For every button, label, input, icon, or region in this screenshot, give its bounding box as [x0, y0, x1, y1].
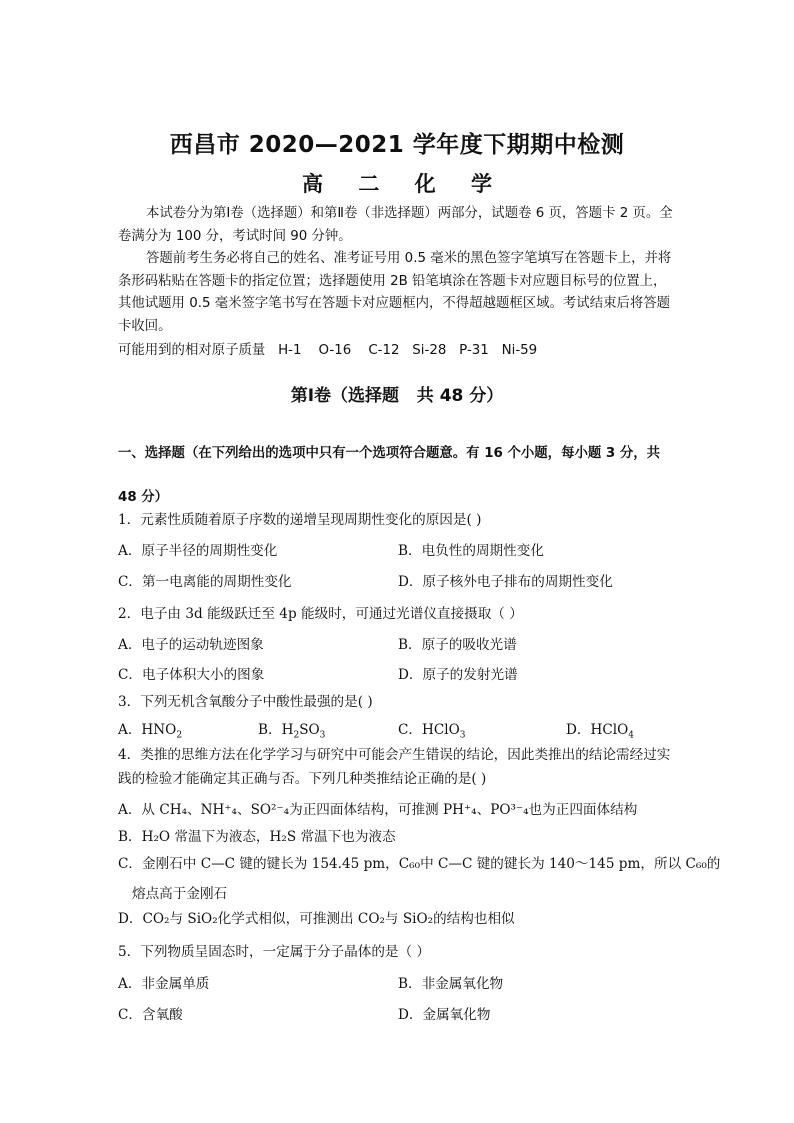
question-3-option-c — [398, 720, 465, 746]
question-2-option-d: D．原子的发射光谱 — [398, 667, 518, 683]
question-3-option-d-text: D．HClO — [566, 722, 629, 738]
question-2-option-a: A．电子的运动轨迹图象 — [118, 637, 264, 653]
instructions-paragraph-2: 答题前考生务必将自己的姓名、准考证号用 0.5 毫米的黑色签字笔填写在答题卡上，并将条形码粘贴在答题卡的指定位置；选择题使用 2B 铅笔填涂在答题卡对应题目标号的位置上，其他试题用 0.5 毫米签字笔书写在答题卡对应题框内，不得超越题框区域。考试结束后将答题卡收回。 — [118, 251, 672, 334]
subscript: 2 — [293, 730, 300, 741]
question-3-option-d — [566, 720, 634, 746]
question-3-option-b-text: B．H — [258, 722, 294, 738]
section-title: 第Ⅰ卷（选择题 共 48 分） — [290, 386, 504, 406]
subscript: 2 — [176, 730, 183, 741]
question-4-option-c: C．金刚石中 C—C 键的键长为 154.45 pm，C₆₀中 C—C 键的键长为 140～145 pm，所以 C₆₀的 — [118, 856, 721, 872]
question-3-option-b-text: SO — [299, 722, 320, 738]
question-2-stem: 2．电子由 3d 能级跃迁至 4p 能级时，可通过光谱仪直接摄取（ ） — [118, 606, 523, 622]
question-2-option-c: C．电子体积大小的图象 — [118, 667, 265, 683]
question-1-option-b: B．电负性的周期性变化 — [398, 543, 544, 559]
question-1-option-a: A．原子半径的周期性变化 — [118, 543, 278, 559]
instructions-paragraph-1: 本试卷分为第Ⅰ卷（选择题）和第Ⅱ卷（非选择题）两部分，试题卷 6 页，答题卡 2 页。全卷满分为 100 分，考试时间 90 分钟。 — [118, 206, 673, 244]
question-4-option-d: D．CO₂与 SiO₂化学式相似，可推测出 CO₂与 SiO₂的结构也相似 — [118, 911, 515, 927]
question-1-stem: 1．元素性质随着原子序数的递增呈现周期性变化的原因是( ) — [118, 512, 482, 528]
subject-title: 高 二 化 学 — [302, 172, 506, 196]
question-3-option-a — [118, 720, 182, 746]
question-3-stem: 3．下列无机含氧酸分子中酸性最强的是( ) — [118, 694, 373, 710]
question-1-option-c: C．第一电离能的周期性变化 — [118, 574, 292, 590]
question-5-option-c: C．含氧酸 — [118, 1007, 183, 1023]
question-4-option-c-continued: 熔点高于金刚石 — [132, 886, 228, 902]
question-4-option-b: B．H₂O 常温下为液态，H₂S 常温下也为液态 — [118, 829, 396, 845]
part-heading: 一、选择题（在下列给出的选项中只有一个选项符合题意。有 16 个小题，每小题 3 分，共 48 分） — [118, 446, 661, 505]
question-5-stem: 5．下列物质呈固态时，一定属于分子晶体的是（ ） — [118, 944, 431, 960]
question-3-option-a-text: A．HNO — [118, 722, 177, 738]
question-4-stem: 4．类推的思维方法在化学学习与研究中可能会产生错误的结论，因此类推出的结论需经过实践的检验才能确定其正确与否。下列几种类推结论正确的是( ) — [118, 747, 671, 787]
question-5-option-a: A．非金属单质 — [118, 976, 210, 992]
subscript: 4 — [628, 730, 634, 741]
atomic-masses-line: 可能用到的相对原子质量 H-1 O-16 C-12 Si-28 P-31 Ni-59 — [118, 343, 538, 358]
subscript: 3 — [319, 730, 326, 741]
exam-title: 西昌市 2020—2021 学年度下期期中检测 — [169, 132, 625, 158]
question-5-option-b: B．非金属氧化物 — [398, 976, 504, 992]
subscript: 3 — [459, 730, 466, 741]
question-3-option-c-text: C．HClO — [398, 722, 460, 738]
question-4-option-a: A．从 CH₄、NH⁺₄、SO²⁻₄为正四面体结构，可推测 PH⁺₄、PO³⁻₄也为正四面体结构 — [118, 802, 638, 818]
question-3-option-b — [258, 720, 325, 746]
question-2-option-b: B．原子的吸收光谱 — [398, 637, 517, 653]
question-5-option-d: D．金属氧化物 — [398, 1007, 491, 1023]
question-1-option-d: D．原子核外电子排布的周期性变化 — [398, 574, 613, 590]
